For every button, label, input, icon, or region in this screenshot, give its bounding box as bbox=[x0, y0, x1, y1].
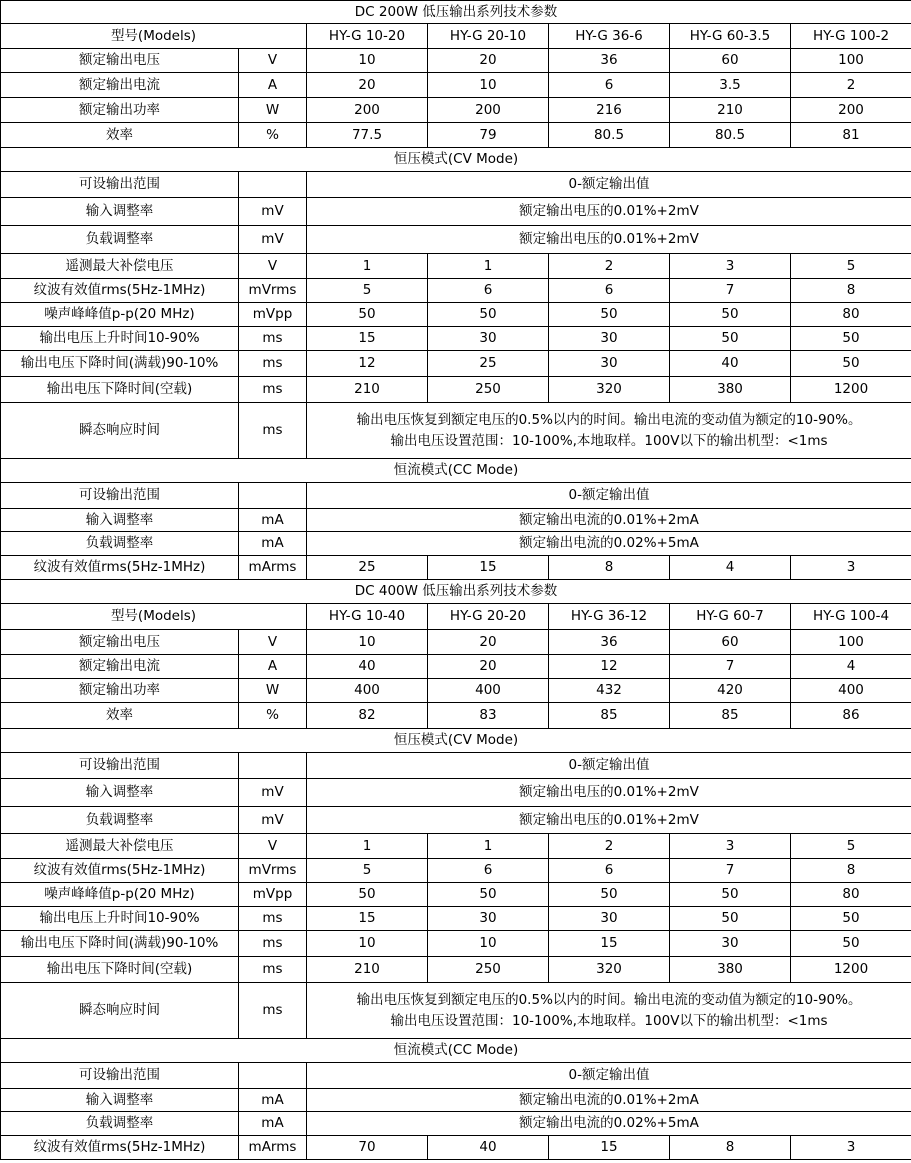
param-label: 遥测最大补偿电压 bbox=[1, 254, 239, 279]
spec-table-body bbox=[1, 1, 911, 1160]
param-unit: ms bbox=[239, 377, 307, 403]
cc-mode-title-row bbox=[1, 1039, 911, 1063]
param-unit: W bbox=[239, 98, 307, 123]
cc-line-regulation-row bbox=[1, 1089, 911, 1112]
model-name: HY-G 10-20 bbox=[307, 24, 428, 49]
param-merged-value: 0-额定输出值 bbox=[307, 1063, 911, 1089]
param-label: 效率 bbox=[1, 123, 239, 148]
section-title-row bbox=[1, 1, 911, 24]
param-merged-value: 0-额定输出值 bbox=[307, 483, 911, 509]
param-value: 10 bbox=[307, 931, 428, 957]
param-value: 20 bbox=[428, 49, 549, 73]
section-title-row bbox=[1, 580, 911, 604]
param-value: 8 bbox=[549, 556, 670, 580]
param-value: 380 bbox=[670, 377, 791, 403]
param-value: 25 bbox=[428, 351, 549, 377]
model-name: HY-G 100-2 bbox=[791, 24, 911, 49]
cv-spec-row bbox=[1, 883, 911, 907]
cc-range-row bbox=[1, 483, 911, 509]
param-label: 纹波有效值rms(5Hz-1MHz) bbox=[1, 859, 239, 883]
param-merged-value: 额定输出电流的0.01%+2mA bbox=[307, 509, 911, 532]
param-value: 6 bbox=[549, 73, 670, 98]
transient-response-row bbox=[1, 403, 911, 459]
model-name: HY-G 36-12 bbox=[549, 604, 670, 630]
cv-spec-row bbox=[1, 303, 911, 327]
param-value: 400 bbox=[791, 679, 911, 703]
param-value: 80.5 bbox=[670, 123, 791, 148]
param-value: 1 bbox=[428, 834, 549, 859]
param-value: 10 bbox=[428, 931, 549, 957]
transient-line-1: 输出电压恢复到额定电压的0.5%以内的时间。输出电流的变动值为额定的10-90%。 bbox=[356, 991, 862, 1008]
cv-spec-row bbox=[1, 834, 911, 859]
param-value: 50 bbox=[670, 303, 791, 327]
param-value: 320 bbox=[549, 377, 670, 403]
cv-mode-title-row bbox=[1, 729, 911, 753]
param-value: 70 bbox=[307, 1136, 428, 1160]
param-unit: V bbox=[239, 254, 307, 279]
param-value: 10 bbox=[307, 49, 428, 73]
param-value: 50 bbox=[670, 907, 791, 931]
param-value: 80.5 bbox=[549, 123, 670, 148]
param-value: 380 bbox=[670, 957, 791, 983]
param-label: 输入调整率 bbox=[1, 779, 239, 807]
spec-row bbox=[1, 49, 911, 73]
param-label: 额定输出电压 bbox=[1, 49, 239, 73]
param-label: 纹波有效值rms(5Hz-1MHz) bbox=[1, 279, 239, 303]
spec-row bbox=[1, 703, 911, 729]
param-unit: mVpp bbox=[239, 883, 307, 907]
param-value: 8 bbox=[791, 859, 911, 883]
param-value: 50 bbox=[549, 303, 670, 327]
section-title: DC 200W 低压输出系列技术参数 bbox=[1, 1, 911, 24]
param-value: 15 bbox=[549, 1136, 670, 1160]
param-value: 79 bbox=[428, 123, 549, 148]
param-value: 200 bbox=[791, 98, 911, 123]
cv-mode-title: 恒压模式(CV Mode) bbox=[1, 148, 911, 172]
param-unit: % bbox=[239, 123, 307, 148]
param-unit: mV bbox=[239, 198, 307, 226]
param-value: 5 bbox=[307, 279, 428, 303]
param-merged-value: 额定输出电流的0.01%+2mA bbox=[307, 1089, 911, 1112]
cc-mode-title: 恒流模式(CC Mode) bbox=[1, 1039, 911, 1063]
param-label: 遥测最大补偿电压 bbox=[1, 834, 239, 859]
spec-row bbox=[1, 73, 911, 98]
param-label: 可设输出范围 bbox=[1, 1063, 239, 1089]
param-value: 216 bbox=[549, 98, 670, 123]
param-value: 3 bbox=[670, 834, 791, 859]
spec-row bbox=[1, 655, 911, 679]
cv-spec-row bbox=[1, 907, 911, 931]
param-value: 81 bbox=[791, 123, 911, 148]
param-unit-empty bbox=[239, 172, 307, 198]
param-label: 瞬态响应时间 bbox=[1, 403, 239, 459]
param-value: 36 bbox=[549, 630, 670, 655]
param-label: 负载调整率 bbox=[1, 1112, 239, 1136]
param-value: 200 bbox=[307, 98, 428, 123]
section-title: DC 400W 低压输出系列技术参数 bbox=[1, 580, 911, 604]
cv-spec-row bbox=[1, 931, 911, 957]
cv-line-regulation-row bbox=[1, 779, 911, 807]
param-value: 50 bbox=[791, 327, 911, 351]
param-value: 82 bbox=[307, 703, 428, 729]
model-name: HY-G 20-20 bbox=[428, 604, 549, 630]
param-label: 可设输出范围 bbox=[1, 172, 239, 198]
param-unit: mA bbox=[239, 532, 307, 556]
param-value: 80 bbox=[791, 883, 911, 907]
cv-spec-row bbox=[1, 279, 911, 303]
transient-line-2: 输出电压设置范围：10-100%,本地取样。100V以下的输出机型：<1ms bbox=[390, 432, 828, 449]
param-label: 额定输出电流 bbox=[1, 73, 239, 98]
param-unit-empty bbox=[239, 483, 307, 509]
param-unit: ms bbox=[239, 907, 307, 931]
param-unit: ms bbox=[239, 403, 307, 459]
param-merged-value: 额定输出电压的0.01%+2mV bbox=[307, 779, 911, 807]
param-label: 输出电压下降时间(空载) bbox=[1, 377, 239, 403]
param-value: 85 bbox=[670, 703, 791, 729]
param-value: 3.5 bbox=[670, 73, 791, 98]
cv-mode-title: 恒压模式(CV Mode) bbox=[1, 729, 911, 753]
cv-spec-row bbox=[1, 957, 911, 983]
cv-spec-row bbox=[1, 377, 911, 403]
param-value: 200 bbox=[428, 98, 549, 123]
param-value: 1 bbox=[428, 254, 549, 279]
param-unit: mVrms bbox=[239, 279, 307, 303]
cc-mode-title-row bbox=[1, 459, 911, 483]
param-merged-value: 额定输出电流的0.02%+5mA bbox=[307, 532, 911, 556]
param-unit: ms bbox=[239, 931, 307, 957]
param-label: 纹波有效值rms(5Hz-1MHz) bbox=[1, 1136, 239, 1160]
param-label: 可设输出范围 bbox=[1, 483, 239, 509]
param-value: 4 bbox=[670, 556, 791, 580]
param-value: 36 bbox=[549, 49, 670, 73]
cv-range-row bbox=[1, 172, 911, 198]
param-value: 5 bbox=[307, 859, 428, 883]
param-value: 83 bbox=[428, 703, 549, 729]
param-label: 噪声峰峰值p-p(20 MHz) bbox=[1, 883, 239, 907]
param-label: 额定输出电压 bbox=[1, 630, 239, 655]
model-name: HY-G 60-3.5 bbox=[670, 24, 791, 49]
cv-spec-row bbox=[1, 327, 911, 351]
param-label: 输出电压上升时间10-90% bbox=[1, 907, 239, 931]
spec-row bbox=[1, 630, 911, 655]
param-value: 30 bbox=[549, 327, 670, 351]
param-unit: mV bbox=[239, 807, 307, 834]
param-unit: ms bbox=[239, 327, 307, 351]
param-value: 50 bbox=[549, 883, 670, 907]
param-value: 50 bbox=[428, 883, 549, 907]
param-label: 输入调整率 bbox=[1, 509, 239, 532]
param-label: 效率 bbox=[1, 703, 239, 729]
param-label: 输出电压下降时间(满载)90-10% bbox=[1, 351, 239, 377]
param-value: 50 bbox=[791, 931, 911, 957]
param-value: 6 bbox=[428, 279, 549, 303]
param-value: 400 bbox=[428, 679, 549, 703]
param-label: 输入调整率 bbox=[1, 198, 239, 226]
param-value: 80 bbox=[791, 303, 911, 327]
param-unit: mVpp bbox=[239, 303, 307, 327]
param-value: 7 bbox=[670, 279, 791, 303]
param-value: 2 bbox=[549, 254, 670, 279]
param-unit-empty bbox=[239, 753, 307, 779]
models-row bbox=[1, 604, 911, 630]
param-value: 30 bbox=[549, 351, 670, 377]
param-value: 25 bbox=[307, 556, 428, 580]
transient-description bbox=[307, 983, 911, 1039]
param-unit: mArms bbox=[239, 1136, 307, 1160]
param-value: 7 bbox=[670, 859, 791, 883]
param-value: 100 bbox=[791, 630, 911, 655]
param-label: 负载调整率 bbox=[1, 807, 239, 834]
param-value: 3 bbox=[670, 254, 791, 279]
param-value: 30 bbox=[428, 907, 549, 931]
param-unit: mVrms bbox=[239, 859, 307, 883]
param-value: 30 bbox=[670, 931, 791, 957]
param-value: 50 bbox=[791, 351, 911, 377]
param-value: 60 bbox=[670, 630, 791, 655]
spec-row bbox=[1, 123, 911, 148]
param-label: 输出电压上升时间10-90% bbox=[1, 327, 239, 351]
param-value: 15 bbox=[428, 556, 549, 580]
param-value: 40 bbox=[428, 1136, 549, 1160]
param-value: 10 bbox=[307, 630, 428, 655]
models-label: 型号(Models) bbox=[1, 604, 307, 630]
param-value: 60 bbox=[670, 49, 791, 73]
param-value: 77.5 bbox=[307, 123, 428, 148]
param-unit: V bbox=[239, 49, 307, 73]
param-value: 8 bbox=[791, 279, 911, 303]
param-label: 额定输出功率 bbox=[1, 98, 239, 123]
param-value: 1 bbox=[307, 834, 428, 859]
model-name: HY-G 10-40 bbox=[307, 604, 428, 630]
param-merged-value: 额定输出电压的0.01%+2mV bbox=[307, 807, 911, 834]
models-label: 型号(Models) bbox=[1, 24, 307, 49]
param-value: 50 bbox=[791, 907, 911, 931]
param-unit-empty bbox=[239, 1063, 307, 1089]
param-value: 15 bbox=[549, 931, 670, 957]
param-value: 40 bbox=[670, 351, 791, 377]
cc-load-regulation-row bbox=[1, 532, 911, 556]
param-value: 6 bbox=[549, 279, 670, 303]
spec-row bbox=[1, 98, 911, 123]
param-value: 2 bbox=[549, 834, 670, 859]
param-unit: V bbox=[239, 834, 307, 859]
models-row bbox=[1, 24, 911, 49]
param-value: 20 bbox=[428, 655, 549, 679]
cc-mode-title: 恒流模式(CC Mode) bbox=[1, 459, 911, 483]
param-label: 负载调整率 bbox=[1, 226, 239, 254]
param-value: 432 bbox=[549, 679, 670, 703]
cv-spec-row bbox=[1, 859, 911, 883]
param-value: 210 bbox=[307, 377, 428, 403]
cc-load-regulation-row bbox=[1, 1112, 911, 1136]
param-value: 100 bbox=[791, 49, 911, 73]
param-unit: A bbox=[239, 655, 307, 679]
cv-spec-row bbox=[1, 254, 911, 279]
param-value: 210 bbox=[670, 98, 791, 123]
param-unit: A bbox=[239, 73, 307, 98]
cc-range-row bbox=[1, 1063, 911, 1089]
param-value: 5 bbox=[791, 254, 911, 279]
param-value: 50 bbox=[307, 883, 428, 907]
param-value: 1200 bbox=[791, 377, 911, 403]
param-label: 负载调整率 bbox=[1, 532, 239, 556]
model-name: HY-G 36-6 bbox=[549, 24, 670, 49]
param-value: 30 bbox=[549, 907, 670, 931]
spec-row bbox=[1, 679, 911, 703]
param-unit: ms bbox=[239, 983, 307, 1039]
cc-line-regulation-row bbox=[1, 509, 911, 532]
cv-mode-title-row bbox=[1, 148, 911, 172]
cv-load-regulation-row bbox=[1, 807, 911, 834]
param-unit: mA bbox=[239, 1112, 307, 1136]
param-value: 2 bbox=[791, 73, 911, 98]
param-value: 420 bbox=[670, 679, 791, 703]
param-value: 86 bbox=[791, 703, 911, 729]
param-label: 输出电压下降时间(满载)90-10% bbox=[1, 931, 239, 957]
model-name: HY-G 100-4 bbox=[791, 604, 911, 630]
transient-description bbox=[307, 403, 911, 459]
param-value: 20 bbox=[428, 630, 549, 655]
param-label: 纹波有效值rms(5Hz-1MHz) bbox=[1, 556, 239, 580]
param-label: 额定输出电流 bbox=[1, 655, 239, 679]
param-value: 15 bbox=[307, 907, 428, 931]
param-unit: mA bbox=[239, 1089, 307, 1112]
param-unit: % bbox=[239, 703, 307, 729]
param-value: 3 bbox=[791, 1136, 911, 1160]
param-value: 30 bbox=[428, 327, 549, 351]
param-value: 20 bbox=[307, 73, 428, 98]
param-unit: mArms bbox=[239, 556, 307, 580]
cv-spec-row bbox=[1, 351, 911, 377]
param-merged-value: 额定输出电流的0.02%+5mA bbox=[307, 1112, 911, 1136]
param-value: 250 bbox=[428, 377, 549, 403]
transient-response-row bbox=[1, 983, 911, 1039]
cc-ripple-row bbox=[1, 556, 911, 580]
model-name: HY-G 60-7 bbox=[670, 604, 791, 630]
param-label: 输出电压下降时间(空载) bbox=[1, 957, 239, 983]
param-value: 12 bbox=[549, 655, 670, 679]
param-unit: V bbox=[239, 630, 307, 655]
param-value: 50 bbox=[428, 303, 549, 327]
param-label: 可设输出范围 bbox=[1, 753, 239, 779]
param-label: 额定输出功率 bbox=[1, 679, 239, 703]
param-value: 50 bbox=[670, 883, 791, 907]
transient-line-2: 输出电压设置范围：10-100%,本地取样。100V以下的输出机型：<1ms bbox=[390, 1012, 828, 1029]
param-value: 1200 bbox=[791, 957, 911, 983]
param-value: 210 bbox=[307, 957, 428, 983]
param-value: 50 bbox=[307, 303, 428, 327]
param-value: 12 bbox=[307, 351, 428, 377]
model-name: HY-G 20-10 bbox=[428, 24, 549, 49]
cv-line-regulation-row bbox=[1, 198, 911, 226]
param-value: 4 bbox=[791, 655, 911, 679]
param-value: 400 bbox=[307, 679, 428, 703]
param-label: 噪声峰峰值p-p(20 MHz) bbox=[1, 303, 239, 327]
param-unit: ms bbox=[239, 351, 307, 377]
param-value: 250 bbox=[428, 957, 549, 983]
cv-load-regulation-row bbox=[1, 226, 911, 254]
param-label: 输入调整率 bbox=[1, 1089, 239, 1112]
param-value: 10 bbox=[428, 73, 549, 98]
cv-range-row bbox=[1, 753, 911, 779]
param-value: 1 bbox=[307, 254, 428, 279]
param-value: 6 bbox=[428, 859, 549, 883]
param-value: 15 bbox=[307, 327, 428, 351]
param-value: 50 bbox=[670, 327, 791, 351]
param-value: 85 bbox=[549, 703, 670, 729]
param-unit: ms bbox=[239, 957, 307, 983]
param-merged-value: 额定输出电压的0.01%+2mV bbox=[307, 226, 911, 254]
param-unit: mV bbox=[239, 779, 307, 807]
transient-line-1: 输出电压恢复到额定电压的0.5%以内的时间。输出电流的变动值为额定的10-90%。 bbox=[356, 411, 862, 428]
param-merged-value: 额定输出电压的0.01%+2mV bbox=[307, 198, 911, 226]
param-unit: mV bbox=[239, 226, 307, 254]
param-value: 6 bbox=[549, 859, 670, 883]
param-merged-value: 0-额定输出值 bbox=[307, 172, 911, 198]
param-merged-value: 0-额定输出值 bbox=[307, 753, 911, 779]
param-value: 5 bbox=[791, 834, 911, 859]
param-value: 8 bbox=[670, 1136, 791, 1160]
param-value: 7 bbox=[670, 655, 791, 679]
param-label: 瞬态响应时间 bbox=[1, 983, 239, 1039]
param-unit: W bbox=[239, 679, 307, 703]
cc-ripple-row bbox=[1, 1136, 911, 1160]
param-value: 320 bbox=[549, 957, 670, 983]
param-value: 3 bbox=[791, 556, 911, 580]
param-value: 40 bbox=[307, 655, 428, 679]
param-unit: mA bbox=[239, 509, 307, 532]
